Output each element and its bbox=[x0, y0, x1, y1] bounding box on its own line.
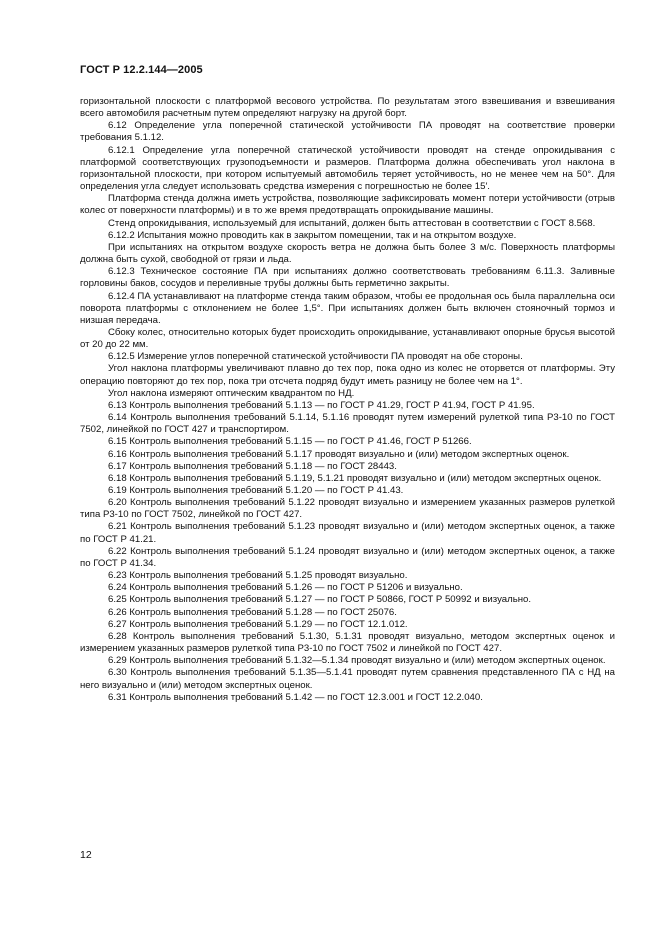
paragraph: 6.23 Контроль выполнения требований 5.1.25 проводят визуально. bbox=[108, 570, 408, 582]
paragraph: 6.24 Контроль выполнения требований 5.1.26 — по ГОСТ Р 51206 и визуально. bbox=[108, 582, 463, 594]
paragraph: 6.12 Определение угла поперечной статической устойчивости ПА проводят на соответствие проверки требования 5.1.12. bbox=[80, 120, 615, 144]
paragraph: 6.25 Контроль выполнения требований 5.1.27 — по ГОСТ Р 50866, ГОСТ Р 50992 и визуально. bbox=[108, 594, 532, 606]
paragraph: 6.31 Контроль выполнения требований 5.1.42 — по ГОСТ 12.3.001 и ГОСТ 12.2.040. bbox=[108, 691, 483, 703]
paragraph: Платформа стенда должна иметь устройства, позволяющие зафиксировать момент потери устойчивости (отрыв колес от поверхности платформы) и в то же время предотвращать опрокидывание машины. bbox=[80, 193, 615, 217]
paragraph: 6.28 Контроль выполнения требований 5.1.30, 5.1.31 проводят визуально, методом экспертных оценок и измерением указанных размеров рулеткой типа Р3-10 по ГОСТ 7502 и линейкой по ГОСТ 427. bbox=[80, 630, 615, 655]
paragraph: При испытаниях на открытом воздухе скорость ветра не должна быть более 3 м/с. Поверхность платформы должна быть сухой, свободной от грязи и льда. bbox=[80, 241, 615, 266]
paragraph: 6.20 Контроль выполнения требований 5.1.22 проводят визуально и измерением указанных размеров рулеткой типа Р3-10 по ГОСТ 7502, линейкой по ГОСТ 427. bbox=[80, 497, 615, 521]
paragraph: Сбоку колес, относительно которых будет происходить опрокидывание, устанавливают опорные брусья высотой от 20 до 22 мм. bbox=[80, 326, 615, 351]
paragraph: 6.21 Контроль выполнения требований 5.1.23 проводят визуально и (или) методом экспертных оценок, а также по ГОСТ Р 41.21. bbox=[80, 521, 615, 545]
paragraph: 6.12.3 Техническое состояние ПА при испытаниях должно соответствовать требованиям 6.11.3. Заливные горловины баков, сосудов и переливные трубы должны быть герметично закрыты. bbox=[80, 266, 615, 290]
paragraph: 6.12.2 Испытания можно проводить как в закрытом помещении, так и на открытом воздухе. bbox=[108, 229, 517, 241]
document-body bbox=[80, 96, 615, 704]
paragraph: 6.30 Контроль выполнения требований 5.1.35—5.1.41 проводят путем сравнения представленного ПА с НД на него визуально и (или) методом экспертных оценок. bbox=[80, 667, 615, 691]
paragraph: 6.13 Контроль выполнения требований 5.1.13 — по ГОСТ Р 41.29, ГОСТ Р 41.94, ГОСТ Р 41.95. bbox=[108, 399, 535, 411]
paragraph: 6.26 Контроль выполнения требований 5.1.28 — по ГОСТ 25076. bbox=[108, 606, 397, 618]
paragraph: Стенд опрокидывания, используемый для испытаний, должен быть аттестован в соответствии с ГОСТ 8.568. bbox=[108, 217, 596, 229]
paragraph: Угол наклона платформы увеличивают плавно до тех пор, пока одно из колес не оторвется от платформы. Эту операцию повторяют до тех пор, пока три отсчета подряд будут иметь разницу не более чем на 1°. bbox=[80, 363, 615, 387]
page-number: 12 bbox=[80, 849, 92, 861]
paragraph: 6.18 Контроль выполнения требований 5.1.19, 5.1.21 проводят визуально и (или) методом экспертных оценок. bbox=[108, 472, 602, 484]
paragraph: 6.16 Контроль выполнения требований 5.1.17 проводят визуально и (или) методом экспертных оценок. bbox=[108, 448, 570, 460]
paragraph: 6.12.1 Определение угла поперечной статической устойчивости проводят на стенде опрокидывания с платформой соответствующих грузоподъемности и размеров. Платформа должна обеспечивать угол наклона в горизонтальной плоскости, при котором испытуемый автомобиль теряет устойчивость, но не менее чем на 50°. Для определения угла следует использовать средства измерения с погрешностью не более 15′. bbox=[80, 144, 615, 193]
paragraph: 6.17 Контроль выполнения требований 5.1.18 — по ГОСТ 28443. bbox=[108, 460, 397, 472]
paragraph: 6.29 Контроль выполнения требований 5.1.32—5.1.34 проводят визуально и (или) методом экспертных оценок. bbox=[108, 655, 606, 667]
paragraph: 6.12.5 Измерение углов поперечной статической устойчивости ПА проводят на обе стороны. bbox=[108, 351, 523, 363]
paragraph: горизонтальной плоскости с платформой весового устройства. По результатам этого взвешивания и взвешивания всего автомобиля расчетным путем определяют нагрузку на другой борт. bbox=[80, 96, 615, 120]
paragraph: 6.19 Контроль выполнения требований 5.1.20 — по ГОСТ Р 41.43. bbox=[108, 485, 404, 496]
paragraph: 6.22 Контроль выполнения требований 5.1.24 проводят визуально и (или) методом экспертных оценок, а также по ГОСТ Р 41.34. bbox=[80, 545, 615, 569]
paragraph: 6.27 Контроль выполнения требований 5.1.29 — по ГОСТ 12.1.012. bbox=[108, 618, 408, 630]
paragraph: 6.15 Контроль выполнения требований 5.1.15 — по ГОСТ Р 41.46, ГОСТ Р 51266. bbox=[108, 436, 472, 448]
document-header: ГОСТ Р 12.2.144—2005 bbox=[80, 64, 203, 76]
paragraph: 6.12.4 ПА устанавливают на платформе стенда таким образом, чтобы ее продольная ось была параллельна оси поворота платформы с отклонением не более 1,5°. При испытаниях должен быть включен стояночный тормоз и низшая передача. bbox=[80, 290, 615, 326]
paragraph: 6.14 Контроль выполнения требований 5.1.14, 5.1.16 проводят путем измерений рулеткой типа Р3-10 по ГОСТ 7502, линейкой по ГОСТ 427 и транспортиром. bbox=[80, 412, 615, 436]
paragraph: Угол наклона измеряют оптическим квадрантом по НД. bbox=[108, 387, 355, 399]
